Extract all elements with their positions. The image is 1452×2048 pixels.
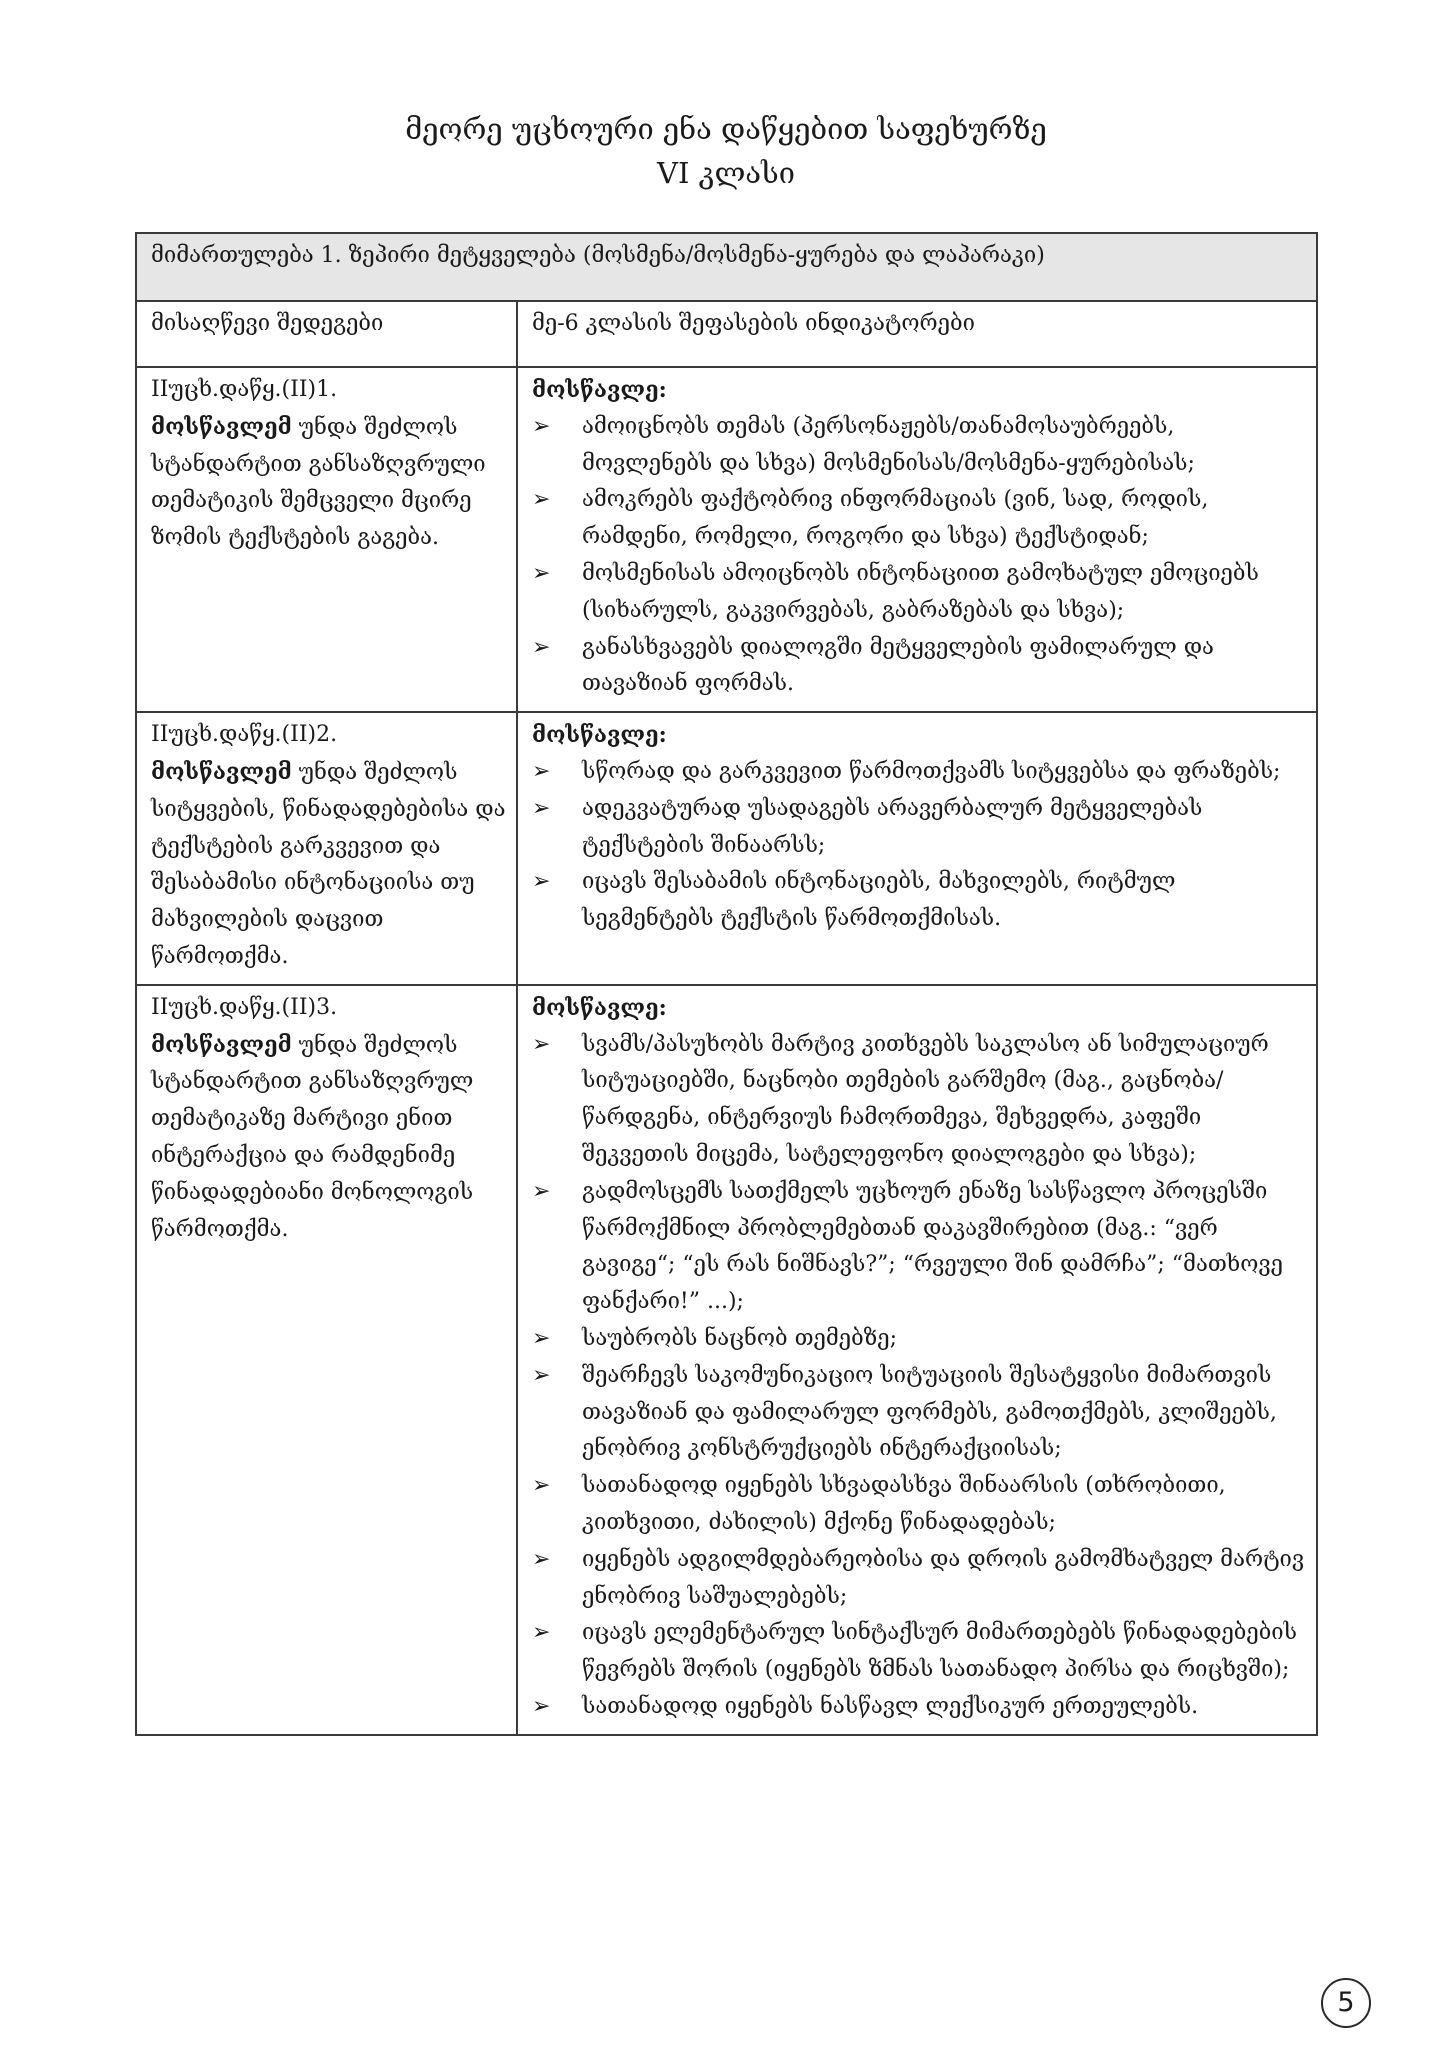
- outcome-description: უნდა შეძლოს სიტყვების, წინადადებებისა და ტექსტების გარკვევით და შესაბამისი ინტონაციისა თუ მახვილების დაცვით წარმოთქმა.: [151, 759, 506, 969]
- indicator-text: იცავს ელემენტარულ სინტაქსურ მიმართებებს წინადადებების წევრებს შორის (იყენებს ზმნას სათანადო პირსა და რიცხვში);: [582, 1620, 1297, 1683]
- outcome-text: [151, 1033, 473, 1242]
- arrow-bullet-icon: ➢: [532, 1473, 551, 1499]
- list-item: [532, 1174, 1310, 1321]
- arrow-bullet-icon: ➢: [532, 795, 551, 821]
- arrow-bullet-icon: ➢: [532, 1546, 551, 1572]
- outcome-cell: [136, 712, 517, 985]
- indicator-text: შეარჩევს საკომუნიკაციო სიტუაციის შესატყვისი მიმართვის თავაზიან და ფამილარულ ფორმებს, გამოთქმებს, კლიშეებს, ენობრივ კონსტრუქციებს ინტერაქციისას;: [582, 1362, 1277, 1462]
- learner-label: მოსწავლე:: [532, 722, 667, 749]
- outcome-learner: მოსწავლემ: [151, 758, 292, 785]
- indicator-text: იყენებს ადგილმდებარეობისა და დროის გამომხატველ მარტივ ენობრივ საშუალებებს;: [582, 1546, 1305, 1609]
- page-number: 5: [1321, 1978, 1371, 2028]
- indicator-list: [532, 1027, 1310, 1726]
- col-header-outcomes: მისაღწევი შედეგები: [136, 301, 517, 367]
- arrow-bullet-icon: ➢: [532, 1031, 551, 1057]
- indicator-list: [532, 754, 1310, 938]
- standards-table: [135, 232, 1318, 1736]
- list-item: [532, 1027, 1310, 1174]
- outcome-cell: [136, 367, 517, 712]
- list-item: [532, 1468, 1310, 1542]
- column-header-row: [136, 301, 1317, 367]
- page-subtitle: VI კლასი: [657, 156, 795, 190]
- arrow-bullet-icon: ➢: [532, 1362, 551, 1388]
- arrow-bullet-icon: ➢: [532, 869, 551, 895]
- indicator-list: [532, 409, 1310, 703]
- indicators-cell: [517, 367, 1317, 712]
- arrow-bullet-icon: ➢: [532, 634, 551, 660]
- list-item: [532, 864, 1310, 938]
- outcome-cell: [136, 985, 517, 1735]
- indicator-text: ამოიცნობს თემას (პერსონაჟებს/თანამოსაუბრეებს, მოვლენებს და სხვა) მოსმენისას/მოსმენა-ყურებისას;: [582, 413, 1195, 476]
- indicator-text: სვამს/პასუხობს მარტივ კითხვებს საკლასო ან სიმულაციურ სიტუაციებში, ნაცნობი თემების გარშემო (მაგ., გაცნობა/ წარდგენა, ინტერვიუს ჩამორთმევა, შეხვედრა, კაფეში შეკვეთის მიცემა, სატელეფონო დიალოგები და სხვა);: [582, 1031, 1269, 1167]
- outcome-learner: მოსწავლემ: [151, 1031, 292, 1058]
- table-row: [136, 367, 1317, 712]
- list-item: [532, 630, 1310, 704]
- list-item: [532, 1542, 1310, 1616]
- arrow-bullet-icon: ➢: [532, 1693, 551, 1719]
- indicator-text: საუბრობს ნაცნობ თემებზე;: [582, 1325, 898, 1351]
- indicator-text: მოსმენისას ამოიცნობს ინტონაციით გამოხატულ ემოციებს (სიხარულს, გაკვირვებას, გაბრაზებას და სხვა);: [582, 560, 1259, 623]
- page-title: მეორე უცხოური ენა დაწყებით საფეხურზე: [405, 112, 1047, 146]
- direction-row: [136, 233, 1317, 301]
- arrow-bullet-icon: ➢: [532, 560, 551, 586]
- arrow-bullet-icon: ➢: [532, 1178, 551, 1204]
- learner-label: მოსწავლე:: [532, 994, 667, 1021]
- indicators-cell: [517, 985, 1317, 1735]
- indicators-cell: [517, 712, 1317, 985]
- outcome-code: IIუცხ.დაწყ.(II)2.: [151, 722, 338, 748]
- col-header-indicators: მე-6 კლასის შეფასების ინდიკატორები: [517, 301, 1317, 367]
- table-row: [136, 985, 1317, 1735]
- list-item: [532, 1321, 1310, 1358]
- arrow-bullet-icon: ➢: [532, 413, 551, 439]
- list-item: [532, 754, 1310, 791]
- indicator-text: სწორად და გარკვევით წარმოთქვამს სიტყვებსა და ფრაზებს;: [582, 758, 1281, 784]
- outcome-code: IIუცხ.დაწყ.(II)1.: [151, 377, 338, 402]
- indicator-text: ადეკვატურად უსადაგებს არავერბალურ მეტყველებას ტექსტების შინაარსს;: [582, 795, 1203, 858]
- arrow-bullet-icon: ➢: [532, 1620, 551, 1646]
- learner-label: მოსწავლე:: [532, 377, 667, 403]
- indicator-text: განასხვავებს დიალოგში მეტყველების ფამილარულ და თავაზიან ფორმას.: [582, 634, 1214, 697]
- list-item: [532, 1358, 1310, 1468]
- outcome-text: [151, 415, 486, 550]
- outcome-learner: მოსწავლემ: [151, 413, 292, 440]
- outcome-text: [151, 760, 505, 969]
- outcome-description: უნდა შეძლოს სტანდარტით განსაზღვრულ თემატიკაზე მარტივი ენით ინტერაქცია და რამდენიმე წინადადებიანი მონოლოგის წარმოთქმა.: [151, 1032, 474, 1242]
- indicator-text: გადმოსცემს სათქმელს უცხოურ ენაზე სასწავლო პროცესში წარმოქმნილ პრობლემებთან დაკავშირებით (მაგ.: “ვერ გავიგე“; “ეს რას ნიშნავს?”; “რვეული შინ დამრჩა”; “მათხოვე ფანქარი!” ...);: [582, 1178, 1283, 1315]
- direction-heading: მიმართულება 1. ზეპირი მეტყველება (მოსმენა/მოსმენა-ყურება და ლაპარაკი): [136, 233, 1317, 301]
- outcome-description: უნდა შეძლოს სტანდარტით განსაზღვრული თემატიკის შემცველი მცირე ზომის ტექსტების გაგება.: [151, 414, 486, 551]
- table-row: [136, 712, 1317, 985]
- list-item: [532, 409, 1310, 483]
- arrow-bullet-icon: ➢: [532, 1325, 551, 1351]
- arrow-bullet-icon: ➢: [532, 487, 551, 513]
- indicator-text: სათანადოდ იყენებს ნასწავლ ლექსიკურ ერთეულებს.: [582, 1693, 1199, 1719]
- arrow-bullet-icon: ➢: [532, 758, 551, 784]
- list-item: [532, 482, 1310, 556]
- list-item: [532, 1689, 1310, 1726]
- list-item: [532, 791, 1310, 865]
- indicator-text: იცავს შესაბამის ინტონაციებს, მახვილებს, რიტმულ სეგმენტებს ტექსტის წარმოთქმისას.: [582, 869, 1176, 932]
- outcome-code: IIუცხ.დაწყ.(II)3.: [151, 994, 338, 1020]
- list-item: [532, 556, 1310, 630]
- indicator-text: სათანადოდ იყენებს სხვადასხვა შინაარსის (თხრობითი, კითხვითი, ძახილის) მქონე წინადადებას;: [582, 1473, 1226, 1535]
- list-item: [532, 1615, 1310, 1689]
- indicator-text: ამოკრებს ფაქტობრივ ინფორმაციას (ვინ, სად, როდის, რამდენი, რომელი, როგორი და სხვა) ტექსტიდან;: [582, 487, 1209, 550]
